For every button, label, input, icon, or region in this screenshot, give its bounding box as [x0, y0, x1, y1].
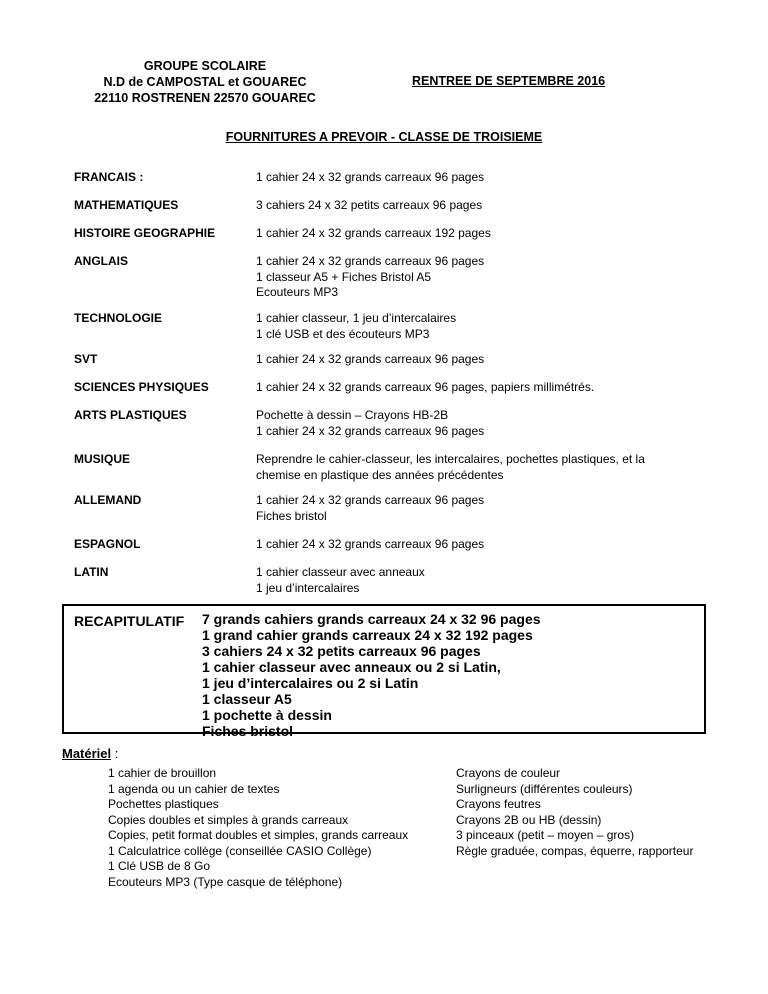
subject-items	[256, 198, 696, 214]
materiel-item: 3 pinceaux (petit – moyen – gros)	[456, 828, 635, 842]
subject-items	[256, 408, 696, 439]
subject-item: 1 cahier classeur avec anneaux	[256, 565, 425, 579]
materiel-list-left	[108, 766, 408, 890]
subject-item: 1 cahier 24 x 32 grands carreaux 96 pages, papiers millimétrés.	[256, 380, 595, 394]
subject-name: LATIN	[74, 565, 109, 579]
materiel-item: 1 Clé USB de 8 Go	[108, 859, 211, 873]
subject-items	[256, 537, 696, 553]
materiel-item: Pochettes plastiques	[108, 797, 219, 811]
subject-item: 1 cahier 24 x 32 grands carreaux 96 pages	[256, 423, 485, 438]
school-name: GROUPE SCOLAIRE	[143, 59, 267, 73]
recap-list	[202, 611, 541, 739]
subject-item: 1 cahier 24 x 32 grands carreaux 96 pages	[256, 352, 485, 366]
subject-item: Reprendre le cahier-classeur, les intercalaires, pochettes plastiques, et la	[256, 452, 645, 466]
recap-item: 1 jeu d’intercalaires ou 2 si Latin	[202, 675, 419, 691]
recap-item: 1 classeur A5	[202, 691, 292, 707]
materiel-item: Ecouteurs MP3 (Type casque de téléphone)	[108, 874, 343, 889]
subject-items	[256, 493, 696, 524]
recap-item: 1 cahier classeur avec anneaux ou 2 si Latin,	[202, 659, 501, 675]
subject-name: MUSIQUE	[74, 452, 131, 466]
school-address: 22110 ROSTRENEN 22570 GOUAREC	[94, 91, 316, 105]
subject-items	[256, 170, 696, 186]
subject-name: MATHEMATIQUES	[74, 198, 179, 212]
subject-items	[256, 226, 696, 242]
subject-name: SCIENCES PHYSIQUES	[74, 380, 209, 394]
recap-label: RECAPITULATIF	[74, 613, 185, 629]
subject-name: SVT	[74, 352, 98, 366]
subject-name: FRANCAIS :	[74, 170, 144, 184]
subject-item: 1 cahier 24 x 32 grands carreaux 96 pages	[256, 537, 485, 551]
subject-item: 1 cahier 24 x 32 grands carreaux 96 pages	[256, 493, 485, 507]
subject-items	[256, 452, 696, 483]
materiel-heading	[62, 746, 118, 761]
materiel-item: Copies, petit format doubles et simples, grands carreaux	[108, 828, 409, 842]
subject-name: ALLEMAND	[74, 493, 142, 507]
rentree-date: RENTREE DE SEPTEMBRE 2016	[412, 74, 606, 88]
recap-item: 1 grand cahier grands carreaux 24 x 32 192 pages	[202, 627, 533, 643]
materiel-title-suffix: :	[111, 746, 119, 761]
materiel-item: Règle graduée, compas, équerre, rapporteur	[456, 843, 694, 858]
recap-item: 7 grands cahiers grands carreaux 24 x 32 96 pages	[202, 611, 541, 627]
materiel-item: 1 Calculatrice collège (conseillée CASIO Collège)	[108, 843, 372, 858]
subject-item: 3 cahiers 24 x 32 petits carreaux 96 pages	[256, 198, 483, 212]
recap-item: 1 pochette à dessin	[202, 707, 332, 723]
subject-name: ANGLAIS	[74, 254, 128, 268]
subject-item: 1 cahier 24 x 32 grands carreaux 96 pages	[256, 170, 485, 184]
subject-item: Pochette à dessin – Crayons HB-2B	[256, 408, 449, 422]
materiel-list-right	[456, 766, 693, 859]
subject-item: chemise en plastique des années précédentes	[256, 467, 504, 482]
subject-items	[256, 311, 696, 342]
materiel-item: Surligneurs (différentes couleurs)	[456, 781, 633, 796]
recap-box	[62, 604, 706, 739]
materiel-item: 1 cahier de brouillon	[108, 766, 217, 780]
materiel-item: Crayons de couleur	[456, 766, 561, 780]
subject-items	[256, 352, 696, 368]
subject-name: TECHNOLOGIE	[74, 311, 163, 325]
subject-item: 1 jeu d’intercalaires	[256, 580, 360, 595]
subject-name: ARTS PLASTIQUES	[74, 408, 187, 422]
recap-item: Fiches bristol	[202, 723, 294, 739]
school-header	[60, 58, 350, 106]
subject-item: 1 cahier 24 x 32 grands carreaux 96 pages	[256, 254, 485, 268]
materiel-item: Crayons feutres	[456, 797, 541, 811]
materiel-title: Matériel	[62, 746, 112, 761]
subject-name: ESPAGNOL	[74, 537, 141, 551]
subject-item: Ecouteurs MP3	[256, 285, 339, 299]
subject-item: 1 cahier classeur, 1 jeu d’intercalaires	[256, 311, 457, 325]
subject-item: 1 clé USB et des écouteurs MP3	[256, 326, 430, 341]
subject-name: HISTOIRE GEOGRAPHIE	[74, 226, 216, 240]
recap-item: 3 cahiers 24 x 32 petits carreaux 96 pages	[202, 643, 481, 659]
materiel-item: Copies doubles et simples à grands carreaux	[108, 812, 349, 827]
subject-item: 1 classeur A5 + Fiches Bristol A5	[256, 269, 432, 284]
subject-item: Fiches bristol	[256, 508, 327, 523]
subject-items	[256, 565, 696, 596]
school-campuses: N.D de CAMPOSTAL et GOUAREC	[103, 75, 307, 89]
materiel-item: 1 agenda ou un cahier de textes	[108, 781, 280, 796]
page-title: FOURNITURES A PREVOIR - CLASSE DE TROISIEME	[225, 130, 543, 144]
materiel-item: Crayons 2B ou HB (dessin)	[456, 812, 602, 827]
subject-item: 1 cahier 24 x 32 grands carreaux 192 pages	[256, 226, 491, 240]
subject-items	[256, 254, 696, 301]
subject-items	[256, 380, 696, 396]
